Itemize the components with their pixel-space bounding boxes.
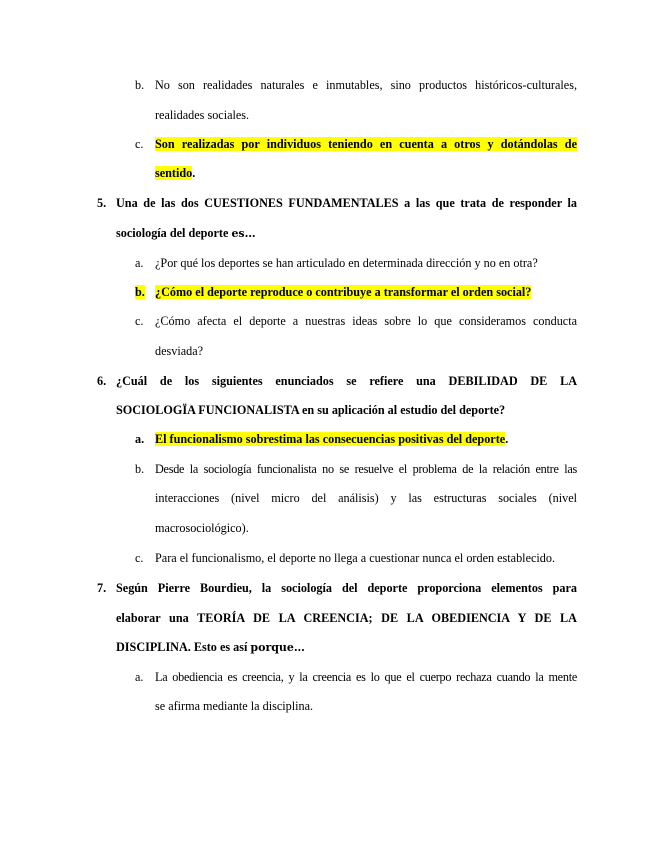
q6-option-c-text: Para el funcionalismo, el deporte no llega a cuestionar nunca el orden establecido. (155, 551, 556, 565)
q7-question-line3: DISCIPLINA. Esto es así porque… (116, 640, 305, 654)
q5-question-line1: Una de las dos CUESTIONES FUNDAMENTALES a las que trata de responder la (116, 196, 577, 210)
q4-option-c-line2: sentido. (155, 166, 196, 180)
q5-option-c-line2: desviada? (155, 344, 204, 358)
q6-question-line1: ¿Cuál de los siguientes enunciados se refiere una DEBILIDAD DE LA (116, 374, 577, 388)
q5-number: 5. (97, 196, 107, 210)
q6-number: 6. (97, 374, 107, 388)
q7-number: 7. (97, 581, 107, 595)
q6-option-b-letter: b. (135, 462, 145, 476)
q6-question-line2: SOCIOLOGÏA FUNCIONALISTA en su aplicación al estudio del deporte? (116, 403, 506, 417)
q7-option-a-line2: se afirma mediante la disciplina. (155, 699, 314, 713)
q4-option-b-line2: realidades sociales. (155, 108, 250, 122)
q5-question-line2: sociología del deporte es… (116, 226, 256, 240)
q5-option-b-letter: b. (135, 285, 145, 299)
q6-option-c-letter: c. (135, 551, 144, 565)
q7-question-line1: Según Pierre Bourdieu, la sociología del deporte proporciona elementos para (116, 581, 577, 595)
q5-option-a-text: ¿Por qué los deportes se han articulado en determinada dirección y no en otra? (155, 256, 538, 270)
q4-option-c-letter: c. (135, 137, 144, 151)
q5-option-c-line1: ¿Cómo afecta el deporte a nuestras ideas sobre lo que consideramos conducta (155, 314, 577, 328)
q5-option-c-letter: c. (135, 314, 144, 328)
q4-option-c-highlight: Son realizadas por individuos teniendo en cuenta a otros y dotándolas de (155, 137, 577, 151)
q6-option-a-text: El funcionalismo sobrestima las consecuencias positivas del deporte. (155, 432, 509, 446)
q7-option-a-letter: a. (135, 670, 144, 684)
q6-option-b-line1: Desde la sociología funcionalista no se resuelve el problema de la relación entre las (155, 462, 577, 476)
q5-option-b-text: ¿Cómo el deporte reproduce o contribuye a transformar el orden social? (155, 285, 532, 299)
q4-option-b-letter: b. (135, 78, 145, 92)
q4-option-b-line1: No son realidades naturales e inmutables, sino productos históricos-culturales, (155, 78, 577, 92)
q6-option-b-line2: interacciones (nivel micro del análisis) y las estructuras sociales (nivel (155, 491, 577, 505)
q6-option-a-letter: a. (135, 432, 145, 446)
q5-option-a-letter: a. (135, 256, 144, 270)
q7-question-line2: elaborar una TEORÍA DE LA CREENCIA; DE LA OBEDIENCIA Y DE LA (116, 611, 577, 625)
q4-option-c-line1 (155, 136, 577, 152)
q6-option-b-line3: macrosociológico). (155, 521, 249, 535)
q7-option-a-line1: La obediencia es creencia, y la creencia es lo que el cuerpo rechaza cuando la mente (155, 670, 577, 684)
